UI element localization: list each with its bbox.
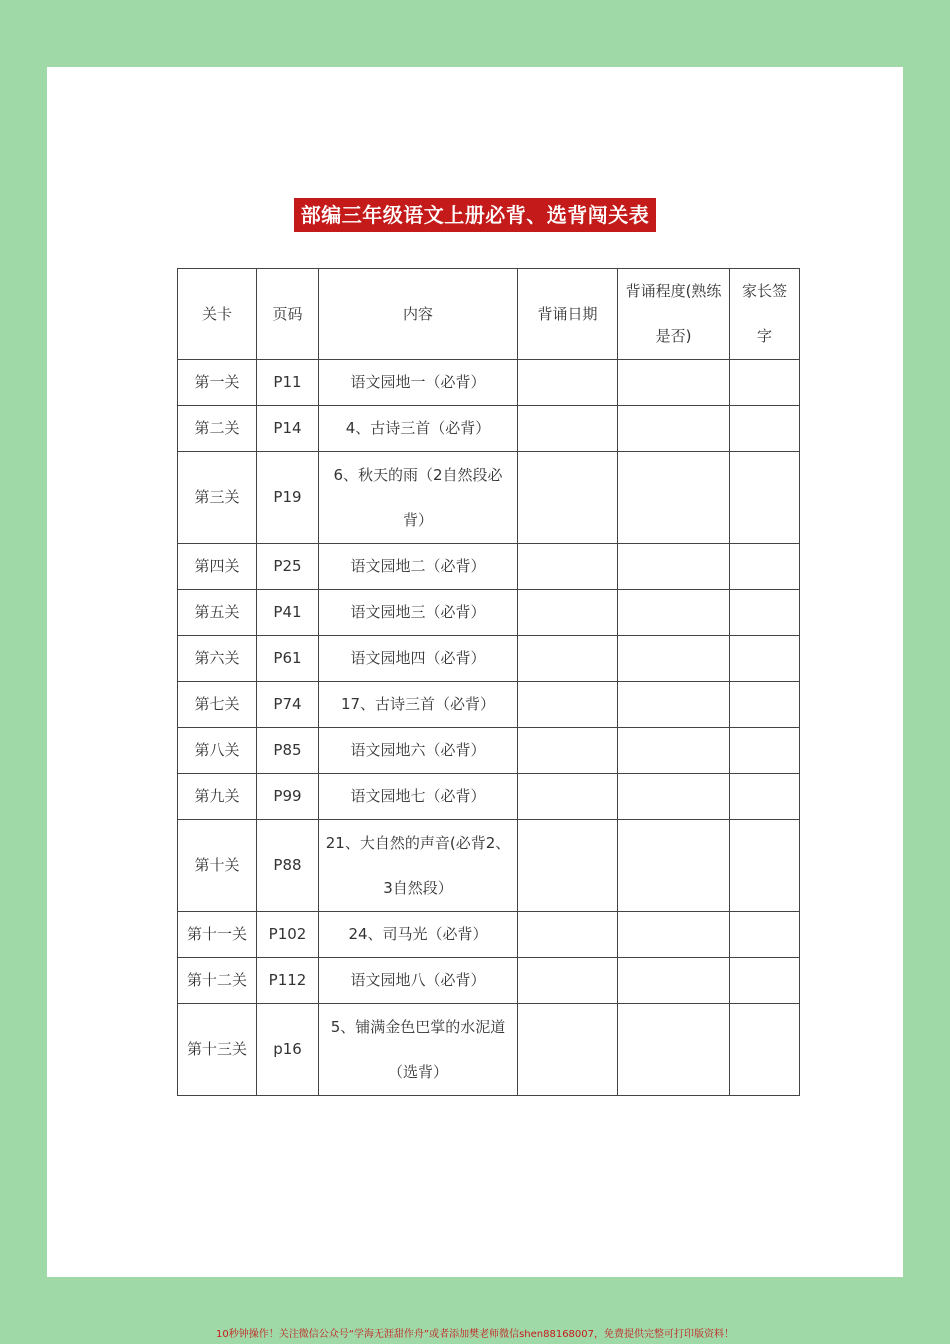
content-cell: 语文园地三（必背）	[319, 590, 518, 636]
content-cell: 4、古诗三首（必背）	[319, 406, 518, 452]
sign-cell[interactable]	[730, 360, 800, 406]
sign-cell[interactable]	[730, 636, 800, 682]
content-cell: 6、秋天的雨（2自然段必背）	[319, 452, 518, 544]
document-title: 部编三年级语文上册必背、选背闯关表	[294, 198, 656, 232]
sign-cell[interactable]	[730, 820, 800, 912]
table-row	[178, 912, 800, 958]
degree-cell[interactable]	[618, 774, 730, 820]
table-row	[178, 544, 800, 590]
level-cell: 第三关	[178, 452, 257, 544]
header-cell: 关卡	[178, 269, 257, 360]
page-cell: P112	[257, 958, 319, 1004]
page-cell: P14	[257, 406, 319, 452]
level-cell: 第七关	[178, 682, 257, 728]
header-cell: 背诵日期	[518, 269, 618, 360]
date-cell[interactable]	[518, 590, 618, 636]
document-sheet	[47, 67, 903, 1277]
content-cell: 语文园地二（必背）	[319, 544, 518, 590]
header-cell: 家长签字	[730, 269, 800, 360]
degree-cell[interactable]	[618, 590, 730, 636]
page-cell: P41	[257, 590, 319, 636]
content-cell: 语文园地八（必背）	[319, 958, 518, 1004]
sign-cell[interactable]	[730, 406, 800, 452]
level-cell: 第一关	[178, 360, 257, 406]
page-cell: P61	[257, 636, 319, 682]
degree-cell[interactable]	[618, 682, 730, 728]
page-cell: P74	[257, 682, 319, 728]
sign-cell[interactable]	[730, 774, 800, 820]
sign-cell[interactable]	[730, 728, 800, 774]
content-cell: 17、古诗三首（必背）	[319, 682, 518, 728]
table-row	[178, 728, 800, 774]
degree-cell[interactable]	[618, 636, 730, 682]
level-cell: 第二关	[178, 406, 257, 452]
checklist-table	[177, 268, 800, 1096]
table-header-row	[178, 269, 800, 360]
date-cell[interactable]	[518, 360, 618, 406]
level-cell: 第六关	[178, 636, 257, 682]
page-cell: p16	[257, 1004, 319, 1096]
level-cell: 第十三关	[178, 1004, 257, 1096]
table-row	[178, 682, 800, 728]
date-cell[interactable]	[518, 728, 618, 774]
level-cell: 第十二关	[178, 958, 257, 1004]
table-row	[178, 452, 800, 544]
date-cell[interactable]	[518, 452, 618, 544]
sign-cell[interactable]	[730, 544, 800, 590]
date-cell[interactable]	[518, 636, 618, 682]
table-row	[178, 406, 800, 452]
content-cell: 24、司马光（必背）	[319, 912, 518, 958]
page-cell: P19	[257, 452, 319, 544]
sign-cell[interactable]	[730, 682, 800, 728]
content-cell: 语文园地七（必背）	[319, 774, 518, 820]
content-cell: 21、大自然的声音(必背2、3自然段）	[319, 820, 518, 912]
date-cell[interactable]	[518, 958, 618, 1004]
page-cell: P11	[257, 360, 319, 406]
page-cell: P25	[257, 544, 319, 590]
table-row	[178, 360, 800, 406]
content-cell: 5、铺满金色巴掌的水泥道（选背）	[319, 1004, 518, 1096]
header-cell: 内容	[319, 269, 518, 360]
sign-cell[interactable]	[730, 912, 800, 958]
footer-notice: 10秒钟操作！关注微信公众号“学海无涯甜作舟”或者添加樊老师微信shen88168007，免费提供完整可打印版资料！	[215, 1329, 735, 1340]
date-cell[interactable]	[518, 1004, 618, 1096]
table-row	[178, 1004, 800, 1096]
sign-cell[interactable]	[730, 958, 800, 1004]
table-row	[178, 820, 800, 912]
sign-cell[interactable]	[730, 590, 800, 636]
degree-cell[interactable]	[618, 360, 730, 406]
level-cell: 第十关	[178, 820, 257, 912]
degree-cell[interactable]	[618, 452, 730, 544]
level-cell: 第十一关	[178, 912, 257, 958]
degree-cell[interactable]	[618, 728, 730, 774]
date-cell[interactable]	[518, 406, 618, 452]
date-cell[interactable]	[518, 774, 618, 820]
degree-cell[interactable]	[618, 820, 730, 912]
header-cell: 背诵程度(熟练是否)	[618, 269, 730, 360]
level-cell: 第四关	[178, 544, 257, 590]
sign-cell[interactable]	[730, 1004, 800, 1096]
degree-cell[interactable]	[618, 958, 730, 1004]
page-cell: P102	[257, 912, 319, 958]
date-cell[interactable]	[518, 682, 618, 728]
table-row	[178, 590, 800, 636]
table-row	[178, 636, 800, 682]
level-cell: 第五关	[178, 590, 257, 636]
level-cell: 第八关	[178, 728, 257, 774]
date-cell[interactable]	[518, 820, 618, 912]
degree-cell[interactable]	[618, 1004, 730, 1096]
table-row	[178, 774, 800, 820]
degree-cell[interactable]	[618, 406, 730, 452]
page-cell: P88	[257, 820, 319, 912]
degree-cell[interactable]	[618, 912, 730, 958]
date-cell[interactable]	[518, 912, 618, 958]
page-cell: P85	[257, 728, 319, 774]
content-cell: 语文园地六（必背）	[319, 728, 518, 774]
content-cell: 语文园地四（必背）	[319, 636, 518, 682]
degree-cell[interactable]	[618, 544, 730, 590]
level-cell: 第九关	[178, 774, 257, 820]
header-cell: 页码	[257, 269, 319, 360]
content-cell: 语文园地一（必背）	[319, 360, 518, 406]
date-cell[interactable]	[518, 544, 618, 590]
page-cell: P99	[257, 774, 319, 820]
table-row	[178, 958, 800, 1004]
sign-cell[interactable]	[730, 452, 800, 544]
